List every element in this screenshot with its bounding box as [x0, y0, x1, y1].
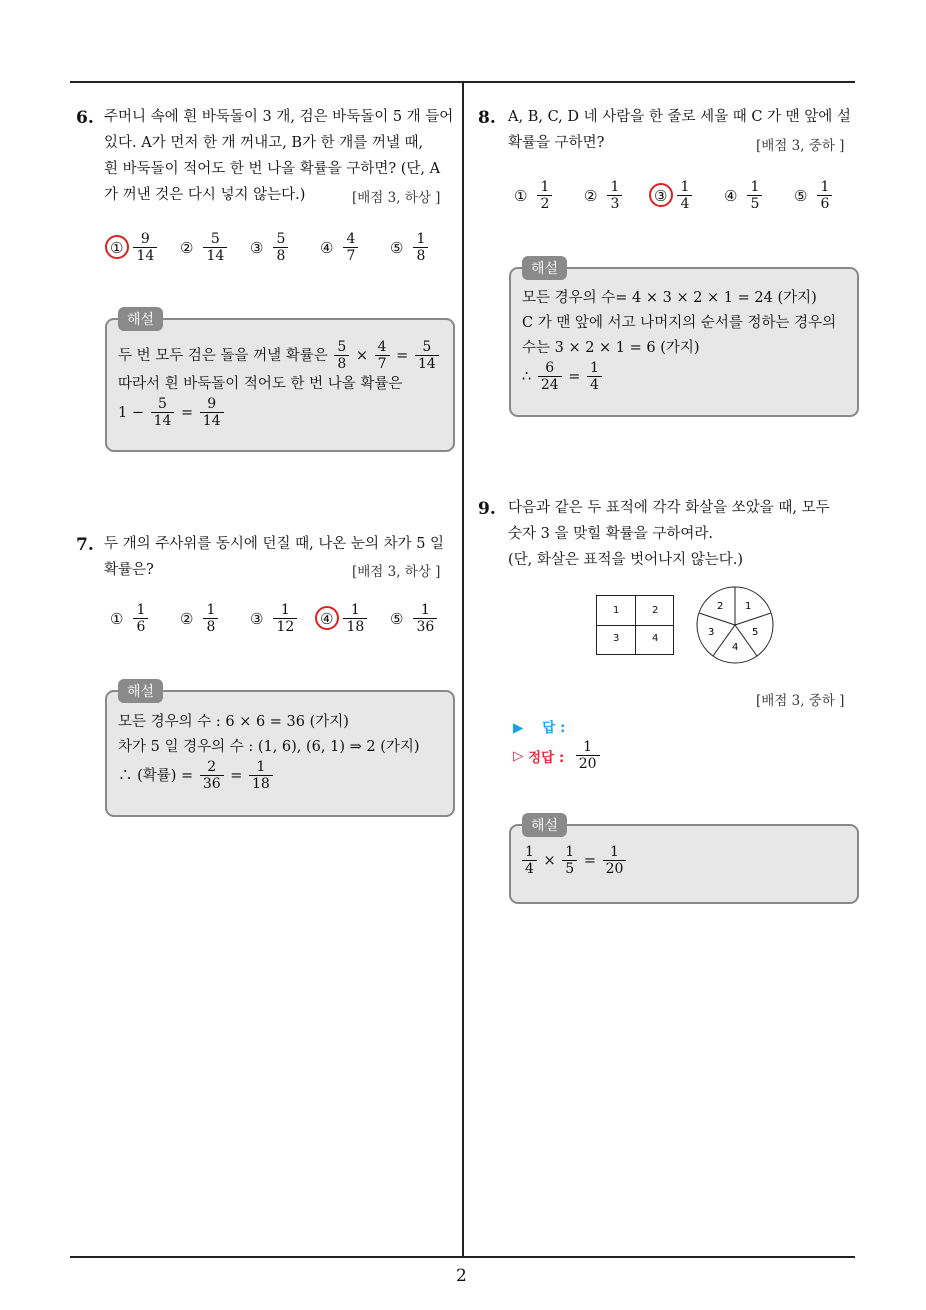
q9-solution-label: 해설 — [522, 813, 567, 837]
q8-choice-1[interactable]: ① $\frac{1}{2}$ — [514, 180, 554, 212]
q7-solution — [118, 710, 448, 792]
q9-solution — [520, 845, 850, 877]
column-divider — [462, 83, 464, 1258]
q6-meta: [배점 3, 하상 ] — [352, 190, 441, 206]
q6-choice-1[interactable] — [110, 232, 159, 264]
q9-meta: [배점 3, 중하 ] — [756, 693, 845, 709]
q7-choice-mark: ④ — [320, 610, 333, 628]
q7-choice-5[interactable]: ⑤ $\frac{1}{36}$ — [390, 603, 439, 635]
bottom-rule — [70, 1256, 855, 1258]
q8-meta: [배점 3, 중하 ] — [756, 138, 845, 154]
q6-solution — [118, 340, 448, 429]
q9-answer[interactable] — [513, 716, 565, 736]
q7-solution-label: 해설 — [118, 679, 163, 703]
grid-label: 4 — [652, 633, 659, 644]
q6-line: 있다. A가 먼저 한 개 꺼내고, B가 한 개를 꺼낼 때, — [104, 135, 424, 151]
q6-choice-2[interactable]: ② $\frac{5}{14}$ — [180, 232, 229, 264]
triangle-filled-icon: ▶ — [513, 720, 524, 736]
page-number: 2 — [456, 1266, 467, 1286]
q7-sol-row1: 모든 경우의 수 : 6 × 6 = 36 (가지) — [118, 714, 349, 730]
selected-circle — [315, 606, 339, 630]
q6-sol-row1: 두 번 모두 검은 돌을 꺼낼 확률은 $\frac{5}{8}$ × $\frac{4}{7}$ = $\frac{5}{14}$ — [118, 340, 448, 372]
q8-sol-row2: C 가 맨 앞에 서고 나머지의 순서를 정하는 경우의 — [522, 315, 837, 331]
q9-number: 9. — [478, 499, 496, 519]
q8-number: 8. — [478, 108, 496, 128]
q8-choice-4[interactable]: ④ $\frac{1}{5}$ — [724, 180, 764, 212]
q9-sol-row1: $\frac{1}{4}$ × $\frac{1}{5}$ = $\frac{1}{20}$ — [520, 845, 850, 877]
answer-label: 답 : — [542, 720, 566, 736]
q8-choice-2[interactable]: ② $\frac{1}{3}$ — [584, 180, 624, 212]
q6-solution-label: 해설 — [118, 307, 163, 331]
q7-choice-4[interactable]: ④ $\frac{1}{18}$ — [320, 603, 369, 635]
q8-sol-row1: 모든 경우의 수= 4 × 3 × 2 × 1 = 24 (가지) — [522, 290, 817, 306]
grid-divider-h — [597, 625, 673, 626]
q6-line: 주머니 속에 흰 바둑돌이 3 개, 검은 바둑돌이 5 개 들어 — [104, 109, 454, 125]
q9-correct — [513, 740, 602, 772]
pie-label: 1 — [745, 601, 752, 612]
q6-choice-mark: ① — [110, 239, 123, 257]
q9-line: 다음과 같은 두 표적에 각각 화살을 쏘았을 때, 모두 — [508, 500, 830, 516]
q8-choice-5[interactable]: ⑤ $\frac{1}{6}$ — [794, 180, 834, 212]
q7-choice-1[interactable]: ① $\frac{1}{6}$ — [110, 603, 150, 635]
q7-choice-2[interactable]: ② $\frac{1}{8}$ — [180, 603, 220, 635]
grid-label: 1 — [613, 605, 620, 616]
q7-sol-row3: ∴ (확률) = $\frac{2}{36}$ = $\frac{1}{18}$ — [118, 760, 448, 792]
q9-line: (단, 화살은 표적을 벗어나지 않는다.) — [508, 552, 744, 568]
q8-choice-mark: ③ — [654, 187, 667, 205]
q6-sol-row2: 따라서 흰 바둑돌이 적어도 한 번 나올 확률은 — [118, 376, 403, 392]
selected-circle — [105, 235, 129, 259]
q7-sol-row2: 차가 5 일 경우의 수 : (1, 6), (6, 1) ⇒ 2 (가지) — [118, 739, 420, 755]
q9-line: 숫자 3 을 맞힐 확률을 구하여라. — [508, 526, 713, 542]
q8-sol-row4: ∴ $\frac{6}{24}$ = $\frac{1}{4}$ — [522, 361, 852, 393]
q6-choice-4[interactable]: ④ $\frac{4}{7}$ — [320, 232, 360, 264]
pie-label: 4 — [732, 642, 739, 653]
q6-line: 흰 바둑돌이 적어도 한 번 나올 확률을 구하면? (단, A — [104, 161, 441, 177]
q6-number: 6. — [76, 108, 94, 128]
q7-choice-3[interactable]: ③ $\frac{1}{12}$ — [250, 603, 299, 635]
q6-choice-3[interactable]: ③ $\frac{5}{8}$ — [250, 232, 290, 264]
pie-target — [695, 585, 775, 665]
q6-choice-frac: $\frac{9}{14}$ — [133, 232, 157, 264]
q7-meta: [배점 3, 하상 ] — [352, 564, 441, 580]
square-target — [596, 595, 674, 655]
q8-solution — [522, 286, 852, 393]
pie-label: 5 — [752, 627, 759, 638]
q8-sol-row3: 수는 3 × 2 × 1 = 6 (가지) — [522, 340, 700, 356]
q6-line: 가 꺼낸 것은 다시 넣지 않는다.) — [104, 187, 306, 203]
q7-number: 7. — [76, 535, 94, 555]
q7-line: 두 개의 주사위를 동시에 던질 때, 나온 눈의 차가 5 일 — [104, 536, 445, 552]
q8-choice-3[interactable]: ③ $\frac{1}{4}$ — [654, 180, 694, 212]
pie-label: 3 — [708, 627, 715, 638]
q8-line: A, B, C, D 네 사람을 한 줄로 세울 때 C 가 맨 앞에 설 — [508, 109, 851, 125]
grid-label: 2 — [652, 605, 659, 616]
grid-label: 3 — [613, 633, 620, 644]
pie-label: 2 — [717, 601, 724, 612]
q6-choice-5[interactable]: ⑤ $\frac{1}{8}$ — [390, 232, 430, 264]
correct-answer: $\frac{1}{20}$ — [576, 740, 600, 772]
q8-solution-label: 해설 — [522, 256, 567, 280]
q6-sol-row3: 1 − $\frac{5}{14}$ = $\frac{9}{14}$ — [118, 397, 448, 429]
q9-text — [508, 495, 860, 573]
selected-circle — [649, 183, 673, 207]
q8-line: 확률을 구하면? — [508, 135, 605, 151]
q7-line: 확률은? — [104, 562, 154, 578]
correct-label: 정답 : — [528, 750, 565, 766]
triangle-outline-icon: ▷ — [513, 748, 524, 764]
